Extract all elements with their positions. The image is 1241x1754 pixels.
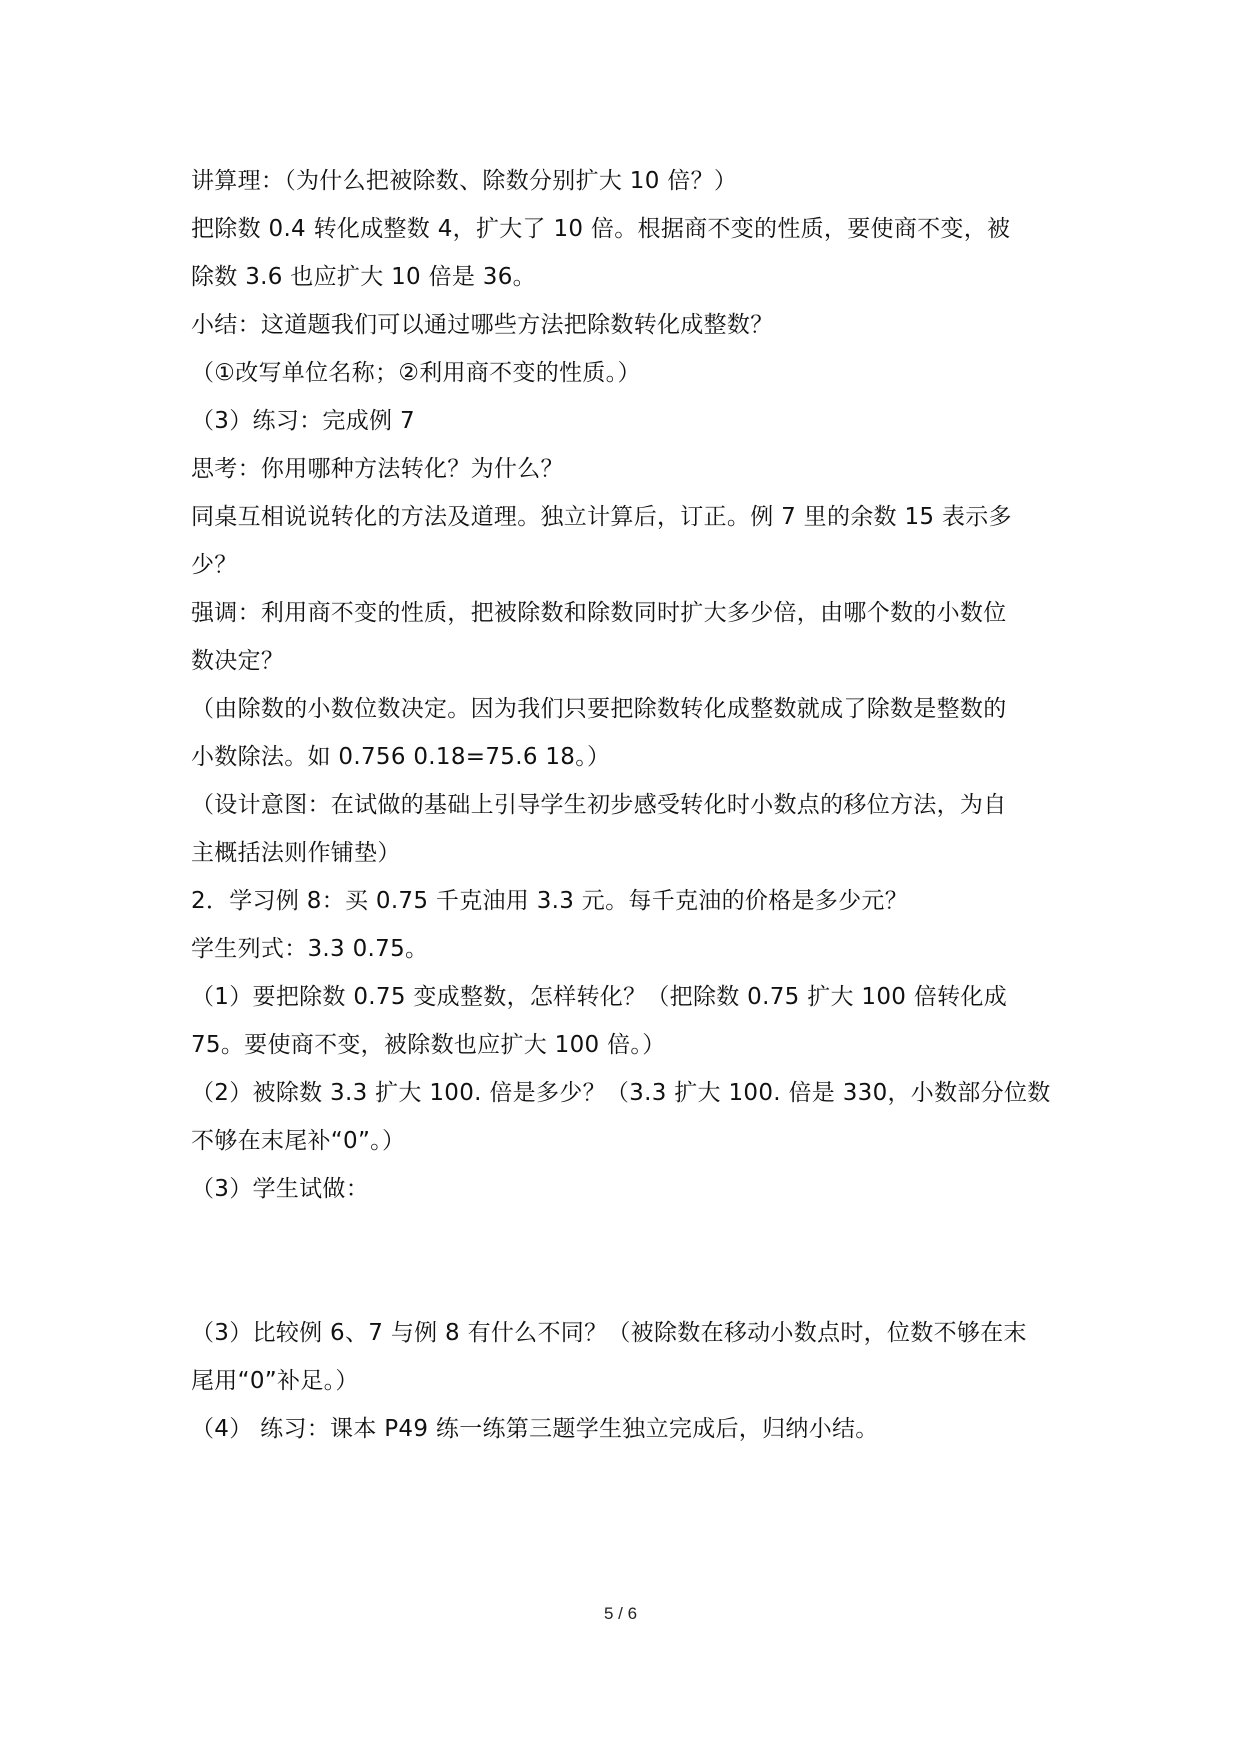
text-line: （3）学生试做： [191, 1176, 370, 1202]
document-body [191, 157, 1071, 1453]
text-line: 75。要使商不变，被除数也应扩大 100 倍。） [191, 1032, 666, 1058]
text-line: 2．学习例 8：买 0.75 千克油用 3.3 元。每千克油的价格是多少元？ [191, 888, 909, 914]
text-line: （1）要把除数 0.75 变成整数，怎样转化？（把除数 0.75 扩大 100 倍转化成 [191, 984, 1008, 1010]
text-line: （①改写单位名称；②利用商不变的性质。） [191, 360, 641, 386]
text-line: 把除数 0.4 转化成整数 4，扩大了 10 倍。根据商不变的性质，要使商不变，被 [191, 216, 1011, 242]
text-line: 尾用“0”补足。） [191, 1368, 359, 1394]
text-part-1 [191, 157, 1071, 1213]
text-line: 除数 3.6 也应扩大 10 倍是 36。 [191, 264, 536, 290]
text-line: 不够在末尾补“0”。） [191, 1128, 406, 1154]
text-line: 小结：这道题我们可以通过哪些方法把除数转化成整数？ [191, 312, 774, 338]
text-line: 数决定？ [191, 648, 285, 674]
page-number: 5 / 6 [603, 1604, 638, 1623]
blank-work-space [191, 1213, 1071, 1309]
text-line: 学生列式：3.3 0.75。 [191, 936, 429, 962]
text-line: 少？ [191, 552, 238, 578]
text-line: （3）比较例 6、7 与例 8 有什么不同？（被除数在移动小数点时，位数不够在末 [191, 1320, 1027, 1346]
text-line: （3）练习：完成例 7 [191, 408, 415, 434]
text-line: 主概括法则作铺垫） [191, 840, 401, 866]
text-line: 小数除法。如 0.756 0.18=75.6 18。） [191, 744, 611, 770]
text-line: 思考：你用哪种方法转化？为什么？ [191, 456, 564, 482]
text-line: （设计意图：在试做的基础上引导学生初步感受转化时小数点的移位方法，为自 [191, 792, 1007, 818]
text-line: （2）被除数 3.3 扩大 100. 倍是多少？（3.3 扩大 100. 倍是 330，小数部分位数 [191, 1080, 1051, 1106]
text-line: 讲算理：（为什么把被除数、除数分别扩大 10 倍？） [191, 168, 738, 194]
text-part-2 [191, 1309, 1071, 1453]
text-line: （由除数的小数位数决定。因为我们只要把除数转化成整数就成了除数是整数的 [191, 696, 1007, 722]
text-line: 同桌互相说说转化的方法及道理。独立计算后，订正。例 7 里的余数 15 表示多 [191, 504, 1012, 530]
text-line: （4） 练习：课本 P49 练一练第三题学生独立完成后，归纳小结。 [191, 1416, 879, 1442]
text-line: 强调：利用商不变的性质，把被除数和除数同时扩大多少倍，由哪个数的小数位 [191, 600, 1007, 626]
